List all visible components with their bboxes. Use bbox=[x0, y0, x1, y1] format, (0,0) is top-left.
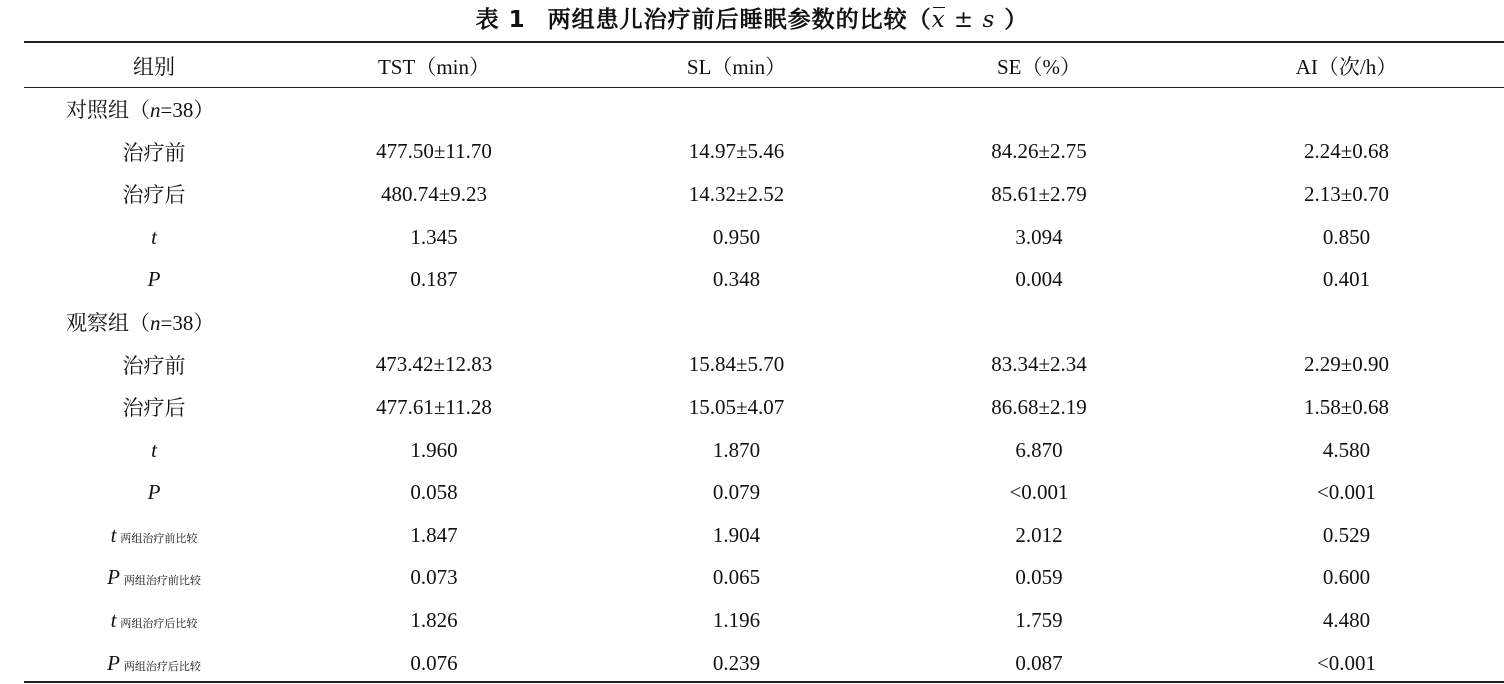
group-label-prefix: 观察组（ bbox=[66, 311, 150, 336]
group-label bbox=[24, 301, 284, 344]
empty-cell bbox=[1189, 301, 1504, 344]
stat-subscript: 两组治疗后比较 bbox=[120, 617, 198, 630]
table-title-text: 两组患儿治疗前后睡眠参数的比较（ bbox=[547, 7, 932, 33]
table-row bbox=[24, 471, 1504, 514]
value-cell: 85.61±2.79 bbox=[991, 181, 1087, 206]
row-label bbox=[24, 514, 284, 557]
comparison-row bbox=[24, 557, 1504, 600]
row-label bbox=[24, 599, 284, 642]
comparison-row bbox=[24, 599, 1504, 642]
value-cell: 0.076 bbox=[410, 650, 458, 675]
mean-symbol: x bbox=[932, 3, 946, 37]
value-cell: 14.97±5.46 bbox=[688, 139, 785, 164]
empty-cell bbox=[1189, 88, 1504, 131]
stat-symbol: t bbox=[110, 607, 117, 632]
header-cell: AI（次/h） bbox=[1295, 54, 1398, 79]
value-cell: 4.580 bbox=[1322, 437, 1371, 462]
stat-subscript: 两组治疗前比较 bbox=[123, 575, 201, 588]
value-cell: 4.480 bbox=[1322, 607, 1371, 632]
value-cell: 1.759 bbox=[1015, 607, 1063, 632]
value-cell: 15.84±5.70 bbox=[688, 352, 785, 377]
value-cell: 2.13±0.70 bbox=[1303, 181, 1390, 206]
group-header-row bbox=[24, 88, 1504, 131]
row-label bbox=[24, 642, 284, 684]
group-label-suffix: =38） bbox=[160, 311, 215, 336]
table-row bbox=[24, 386, 1504, 429]
header-cell: TST（min） bbox=[377, 54, 490, 79]
empty-cell bbox=[584, 301, 889, 344]
empty-cell bbox=[889, 88, 1189, 131]
value-cell: 0.850 bbox=[1322, 224, 1371, 249]
sleep-parameters-table bbox=[24, 43, 1504, 684]
value-cell: 2.24±0.68 bbox=[1303, 139, 1390, 164]
value-cell: 1.960 bbox=[410, 437, 458, 462]
value-cell: 1.847 bbox=[410, 522, 458, 547]
value-cell: 0.004 bbox=[1015, 267, 1063, 292]
stat-subscript: 两组治疗后比较 bbox=[123, 660, 201, 673]
table-body bbox=[24, 88, 1504, 684]
value-cell: 0.600 bbox=[1322, 565, 1371, 590]
value-cell: 0.087 bbox=[1015, 650, 1063, 675]
group-label-prefix: 对照组（ bbox=[66, 98, 150, 123]
value-cell: <0.001 bbox=[1009, 480, 1069, 505]
table-number: 表 1 bbox=[475, 7, 526, 33]
value-cell: 480.74±9.23 bbox=[380, 181, 488, 206]
comparison-row bbox=[24, 642, 1504, 684]
stat-symbol: P bbox=[107, 650, 120, 675]
row-label: t bbox=[151, 437, 157, 462]
stat-subscript: 两组治疗前比较 bbox=[120, 532, 198, 545]
comparison-row bbox=[24, 514, 1504, 557]
empty-cell bbox=[584, 88, 889, 131]
sample-size-symbol: n bbox=[150, 311, 161, 336]
value-cell: 2.012 bbox=[1015, 522, 1063, 547]
table-row bbox=[24, 258, 1504, 301]
value-cell: 0.401 bbox=[1322, 267, 1371, 292]
value-cell: 6.870 bbox=[1015, 437, 1063, 462]
empty-cell bbox=[284, 88, 584, 131]
group-label bbox=[24, 88, 284, 131]
value-cell: <0.001 bbox=[1316, 480, 1377, 505]
header-cell: SE（%） bbox=[997, 54, 1081, 79]
stat-symbol: P bbox=[107, 565, 120, 590]
value-cell: 1.826 bbox=[410, 607, 458, 632]
row-label: 治疗前 bbox=[122, 353, 186, 378]
value-cell: 0.079 bbox=[712, 480, 761, 505]
sd-symbol: s bbox=[982, 7, 996, 33]
empty-cell bbox=[889, 301, 1189, 344]
value-cell: 1.196 bbox=[712, 607, 761, 632]
value-cell: 86.68±2.19 bbox=[991, 394, 1087, 419]
value-cell: 2.29±0.90 bbox=[1303, 352, 1390, 377]
value-cell: 0.073 bbox=[410, 565, 458, 590]
value-cell: 0.187 bbox=[410, 267, 458, 292]
header-row bbox=[24, 43, 1504, 88]
row-label: P bbox=[147, 267, 161, 292]
table-row bbox=[24, 429, 1504, 472]
group-header-row bbox=[24, 301, 1504, 344]
table-row bbox=[24, 216, 1504, 259]
header-cell: 组别 bbox=[133, 54, 175, 79]
row-label: P bbox=[147, 480, 161, 505]
value-cell: 1.58±0.68 bbox=[1303, 394, 1390, 419]
value-cell: 14.32±2.52 bbox=[688, 181, 785, 206]
value-cell: 15.05±4.07 bbox=[688, 394, 785, 419]
empty-cell bbox=[284, 301, 584, 344]
title-close-paren: ） bbox=[995, 7, 1029, 33]
sample-size-symbol: n bbox=[150, 98, 161, 123]
value-cell: 0.058 bbox=[410, 480, 458, 505]
value-cell: 477.61±11.28 bbox=[376, 394, 492, 419]
row-label: 治疗后 bbox=[122, 183, 186, 208]
header-cell: SL（min） bbox=[686, 54, 787, 79]
row-label bbox=[24, 557, 284, 600]
value-cell: 0.529 bbox=[1322, 522, 1371, 547]
row-label: 治疗后 bbox=[122, 396, 186, 421]
table-row bbox=[24, 131, 1504, 174]
table-row bbox=[24, 173, 1504, 216]
value-cell: 0.239 bbox=[712, 650, 761, 675]
value-cell: 0.950 bbox=[712, 224, 761, 249]
table-row bbox=[24, 344, 1504, 387]
value-cell: 0.065 bbox=[712, 565, 761, 590]
value-cell: 0.348 bbox=[712, 267, 761, 292]
value-cell: 0.059 bbox=[1015, 565, 1063, 590]
value-cell: <0.001 bbox=[1316, 650, 1377, 675]
title-formula bbox=[932, 7, 996, 33]
value-cell: 1.870 bbox=[712, 437, 761, 462]
value-cell: 84.26±2.75 bbox=[991, 139, 1087, 164]
value-cell: 1.904 bbox=[712, 522, 761, 547]
stat-symbol: t bbox=[110, 522, 117, 547]
table-title bbox=[0, 3, 1504, 37]
group-label-suffix: =38） bbox=[160, 98, 215, 123]
row-label: 治疗前 bbox=[122, 140, 186, 165]
plus-minus-symbol: ± bbox=[945, 7, 983, 33]
value-cell: 3.094 bbox=[1015, 224, 1063, 249]
value-cell: 83.34±2.34 bbox=[991, 352, 1087, 377]
value-cell: 1.345 bbox=[410, 224, 458, 249]
value-cell: 473.42±12.83 bbox=[375, 352, 493, 377]
row-label: t bbox=[151, 224, 157, 249]
value-cell: 477.50±11.70 bbox=[376, 139, 492, 164]
